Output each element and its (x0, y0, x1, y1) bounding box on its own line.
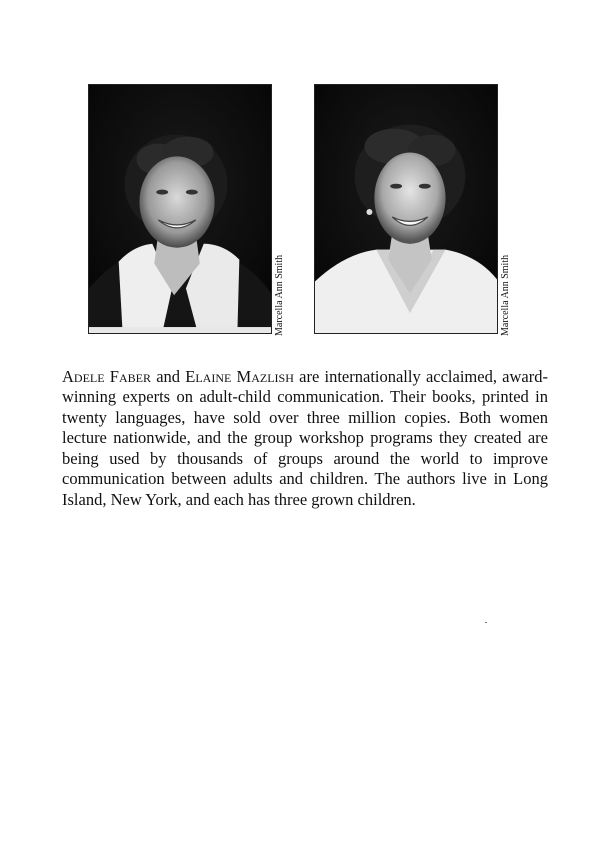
author-name-1: Adele Faber (62, 366, 151, 386)
scan-speck (485, 622, 487, 623)
author-photo-left (88, 84, 272, 334)
author-photo-right (314, 84, 498, 334)
author-bio-text: are internationally acclaimed, award-winning experts on adult-child communication. Their books, printed in twenty languages, have sold over three million copies. Both women lecture nationwide, and the group workshop programs they created are being used by thousands of groups around the world to improve communication between adults and children. The authors live in Long Island, New York, and each has three grown children. (62, 366, 548, 509)
photo-credit-right (501, 236, 513, 336)
photo-credit-left (275, 236, 287, 336)
author-bio-paragraph (62, 367, 548, 511)
portrait-image-right (315, 85, 497, 333)
author-connector: and (150, 366, 186, 386)
photo-credit-right-text: Marcella Ann Smith (500, 254, 511, 336)
portrait-image-left (89, 85, 271, 333)
author-name-2: Elaine Mazlish (185, 366, 294, 386)
photo-credit-left-text: Marcella Ann Smith (274, 254, 285, 336)
